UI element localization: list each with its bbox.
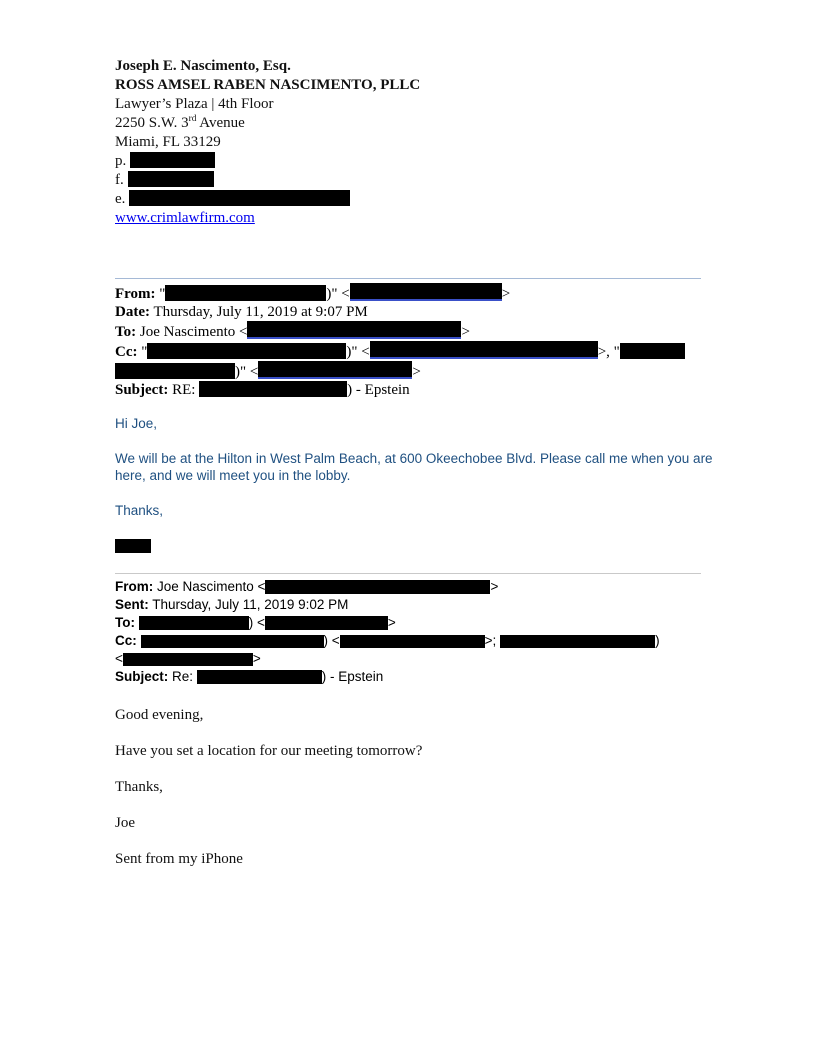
redaction-bar	[115, 363, 235, 379]
text-run: >	[412, 364, 421, 380]
text-line	[115, 57, 701, 76]
text-run: ) - Epstein	[347, 382, 410, 398]
body-line: here, and we will meet you in the lobby.	[115, 468, 351, 483]
paragraph	[115, 851, 701, 868]
redaction-bar	[129, 190, 350, 206]
paragraph	[115, 779, 701, 796]
text-run: )	[655, 633, 660, 648]
redaction-bar	[340, 635, 485, 648]
field-label: Joseph E. Nascimento, Esq.	[115, 58, 291, 74]
text-line	[115, 171, 701, 190]
body-line: Sent from my iPhone	[115, 851, 243, 867]
email1-body	[115, 415, 713, 554]
redaction-bar	[247, 321, 461, 339]
text-line	[115, 361, 701, 381]
text-run: "	[137, 344, 148, 360]
text-line	[115, 650, 701, 668]
email2-header	[115, 578, 701, 686]
text-run: Miami, FL 33129	[115, 134, 221, 150]
redaction-bar	[265, 616, 388, 630]
text-run: >	[501, 286, 511, 302]
redaction-bar	[115, 539, 151, 553]
text-run: )" <	[235, 364, 259, 380]
text-run: >	[252, 651, 261, 666]
redaction-bar	[199, 381, 347, 397]
redaction-bar	[147, 343, 346, 359]
text-run: e.	[115, 191, 130, 207]
text-run: "	[155, 286, 166, 302]
email1-header	[115, 283, 701, 399]
field-label: To:	[115, 324, 137, 340]
text-line	[115, 578, 701, 596]
field-label: Date:	[115, 304, 150, 320]
redaction-bar	[500, 635, 655, 648]
text-line	[115, 95, 701, 114]
text-run: >, "	[597, 344, 620, 360]
text-line	[115, 114, 701, 133]
paragraph	[115, 537, 701, 554]
text-line	[115, 596, 701, 614]
paragraph	[115, 707, 701, 724]
text-line	[115, 303, 701, 321]
email2-top-divider	[115, 573, 701, 574]
text-line	[115, 668, 701, 686]
field-label: Subject:	[115, 669, 169, 684]
signature-block	[115, 57, 701, 209]
text-run: >	[387, 615, 396, 630]
redaction-bar	[130, 152, 215, 168]
field-label: Subject:	[115, 382, 169, 398]
text-run: <	[115, 651, 123, 666]
paragraph	[115, 815, 701, 832]
paragraph	[115, 502, 701, 519]
text-run: RE:	[168, 382, 200, 398]
text-line	[115, 133, 701, 152]
body-line: Thanks,	[115, 779, 163, 795]
text-run: p.	[115, 153, 130, 169]
field-label: From:	[115, 286, 156, 302]
redaction-bar	[620, 343, 685, 359]
redaction-bar	[165, 285, 326, 301]
email1-top-divider	[115, 278, 701, 279]
redaction-bar	[123, 653, 253, 666]
field-label: To:	[115, 615, 135, 630]
text-run: >	[461, 324, 470, 340]
body-line: Have you set a location for our meeting tomorrow?	[115, 743, 423, 759]
paragraph	[115, 450, 713, 484]
text-line	[115, 614, 701, 632]
body-line: We will be at the Hilton in West Palm Beach, at 600 Okeechobee Blvd. Please call me when you are	[115, 451, 713, 466]
text-line	[115, 76, 701, 95]
body-line: Good evening,	[115, 707, 204, 723]
text-line	[115, 283, 701, 303]
redaction-bar	[350, 283, 502, 301]
firm-website-link[interactable]: www.crimlawfirm.com	[115, 210, 255, 226]
text-run: f.	[115, 172, 128, 188]
redaction-bar	[265, 580, 490, 594]
field-label: ROSS AMSEL RABEN NASCIMENTO, PLLC	[115, 77, 421, 93]
text-run: ) - Epstein	[321, 669, 384, 684]
redaction-bar	[128, 171, 214, 187]
text-run: 2250 S.W. 3	[115, 115, 189, 131]
text-run: )" <	[346, 344, 370, 360]
body-line: Joe	[115, 815, 135, 831]
redaction-bar	[370, 341, 598, 359]
field-label: Sent:	[115, 597, 149, 612]
text-run: >	[490, 579, 499, 594]
text-run: Lawyer’s Plaza | 4th Floor	[115, 96, 274, 112]
text-line	[115, 632, 701, 650]
redaction-bar	[139, 616, 249, 630]
text-run: >;	[484, 633, 501, 648]
body-line: Thanks,	[115, 503, 164, 518]
text-run: )" <	[326, 286, 350, 302]
redaction-bar	[141, 635, 324, 648]
paragraph	[115, 415, 701, 432]
redaction-bar	[197, 670, 322, 684]
redaction-bar	[258, 361, 412, 379]
field-label: From:	[115, 579, 154, 594]
text-run: Joe Nascimento <	[136, 324, 248, 340]
text-line	[115, 152, 701, 171]
text-line	[115, 341, 701, 361]
text-line	[115, 321, 701, 341]
text-line	[115, 190, 701, 209]
field-label: Cc:	[115, 344, 138, 360]
email2-body	[115, 707, 701, 868]
paragraph	[115, 743, 701, 760]
text-line	[115, 381, 701, 399]
text-run: Re:	[168, 669, 197, 684]
text-run: Thursday, July 11, 2019 at 9:07 PM	[149, 304, 368, 320]
text-run: Thursday, July 11, 2019 9:02 PM	[148, 597, 349, 612]
text-run: Avenue	[196, 115, 245, 131]
text-run: ) <	[248, 615, 265, 630]
body-line: Hi Joe,	[115, 416, 158, 431]
text-run: Joe Nascimento <	[153, 579, 266, 594]
text-run: ) <	[323, 633, 340, 648]
field-label: Cc:	[115, 633, 137, 648]
text-run: rd	[188, 114, 197, 124]
